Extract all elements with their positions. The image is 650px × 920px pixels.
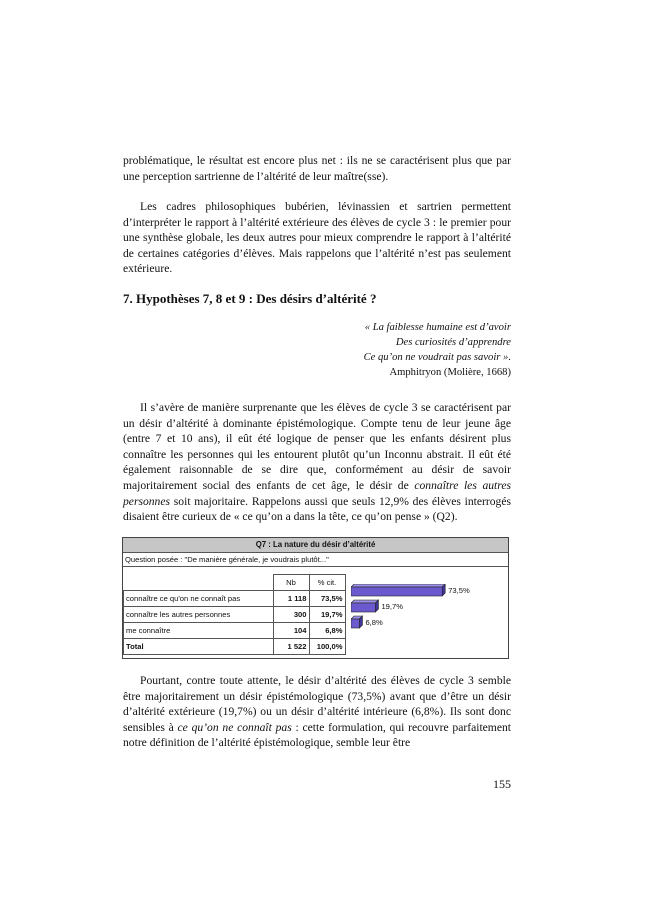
table-header-pct: % cit. bbox=[309, 575, 345, 591]
paragraph-1: problématique, le résultat est encore plus net : ils ne se caractérisent plus que par une perception sartrienne de l’altérité de leur maître(sse). bbox=[123, 154, 511, 183]
paragraph-3-emphasis: connaître les autres personnes bbox=[123, 478, 512, 508]
bar-value-label: 73,5% bbox=[448, 586, 470, 595]
bar-value-label: 19,7% bbox=[381, 602, 403, 611]
epigraph-attribution: Amphitryon (Molière, 1668) bbox=[389, 367, 511, 378]
survey-table bbox=[123, 574, 346, 655]
total-label: Total bbox=[124, 639, 274, 655]
bar-front bbox=[351, 619, 359, 628]
table-total-row bbox=[124, 639, 346, 655]
row-nb: 300 bbox=[273, 607, 309, 623]
paragraph-2: Les cadres philosophiques bubérien, lévinassien et sartrien permettent d’interpréter le rapport à l’altérité extérieure des élèves de cycle 3 : le premier pour une synthèse globale, les deux autres pour mieux comprendre le rapport à l’altérité de certaines catégories d’élèves. Mais rappelons que l’altérité n’est pas seulement extérieure. bbox=[123, 200, 511, 276]
row-label: connaître ce qu'on ne connaît pas bbox=[124, 591, 274, 607]
bar-1 bbox=[351, 584, 470, 596]
row-pct: 6,8% bbox=[309, 623, 345, 639]
bar-front bbox=[351, 587, 442, 596]
row-label: me connaître bbox=[124, 623, 274, 639]
bar-2 bbox=[351, 600, 403, 612]
total-pct: 100,0% bbox=[309, 639, 345, 655]
bar-value-label: 6,8% bbox=[365, 618, 383, 627]
figure-title: Q7 : La nature du désir d’altérité bbox=[123, 538, 508, 553]
row-nb: 104 bbox=[273, 623, 309, 639]
total-nb: 1 522 bbox=[273, 639, 309, 655]
section-heading: 7. Hypothèses 7, 8 et 9 : Des désirs d’altérité ? bbox=[123, 291, 377, 306]
epigraph-line-3: Ce qu’on ne voudrait pas savoir ». bbox=[363, 352, 511, 363]
table-header-nb: Nb bbox=[273, 575, 309, 591]
epigraph-line-2: Des curiosités d’apprendre bbox=[395, 337, 511, 348]
bar-chart bbox=[351, 584, 531, 644]
paragraph-3-text-b: soit majoritaire. Rappelons aussi que seuls 12,9% des élèves interrogés disaient être curieux de « ce qu’on a dans la tête, ce qu’on pense » (Q2). bbox=[123, 494, 511, 524]
row-label: connaître les autres personnes bbox=[124, 607, 274, 623]
row-pct: 73,5% bbox=[309, 591, 345, 607]
table-header-empty bbox=[124, 575, 274, 591]
survey-figure bbox=[122, 537, 509, 659]
paragraph-3-text-a: Il s’avère de manière surprenante que les élèves de cycle 3 se caractérisent par un désir d’altérité à dominante épistémologique. Compte tenu de leur jeune âge (entre 7 et 10 ans), il eût été logique de penser que les enfants désirent plus connaître les personnes qui les entourent plutôt qu’un Inconnu abstrait. Il eût été également raisonnable de se dire que, conformément au désir de savoir majoritairement social des enfants de cet âge, le désir de bbox=[123, 401, 511, 492]
bar-top-face bbox=[351, 600, 378, 603]
table-row bbox=[124, 591, 346, 607]
table-row bbox=[124, 623, 346, 639]
table-row bbox=[124, 607, 346, 623]
figure-question: Question posée : "De manière générale, je voudrais plutôt..." bbox=[123, 553, 508, 567]
row-nb: 1 118 bbox=[273, 591, 309, 607]
paragraph-4 bbox=[123, 673, 511, 751]
paragraph-4-text-b: : cette formulation, qui recouvre parfaitement notre définition de l’altérité épistémologique, semble leur être bbox=[123, 720, 511, 750]
bar-3 bbox=[351, 616, 383, 628]
paragraph-4-emphasis: ce qu’on ne connaît pas bbox=[177, 720, 292, 734]
epigraph bbox=[364, 320, 511, 380]
bar-top-face bbox=[351, 584, 445, 587]
bar-front bbox=[351, 603, 375, 612]
paragraph-3 bbox=[123, 400, 511, 525]
paragraph-4-text-a: Pourtant, contre toute attente, le désir d’altérité des élèves de cycle 3 semble être majoritairement un désir épistémologique (73,5%) avant que d’être un désir d’altérité extérieure (19,7%) ou un désir d’altérité intérieure (6,8%). Ils sont donc sensibles à bbox=[123, 674, 511, 734]
page-number: 155 bbox=[493, 777, 511, 791]
epigraph-line-1: « La faiblesse humaine est d’avoir bbox=[364, 322, 511, 333]
row-pct: 19,7% bbox=[309, 607, 345, 623]
table-header-row bbox=[124, 575, 346, 591]
